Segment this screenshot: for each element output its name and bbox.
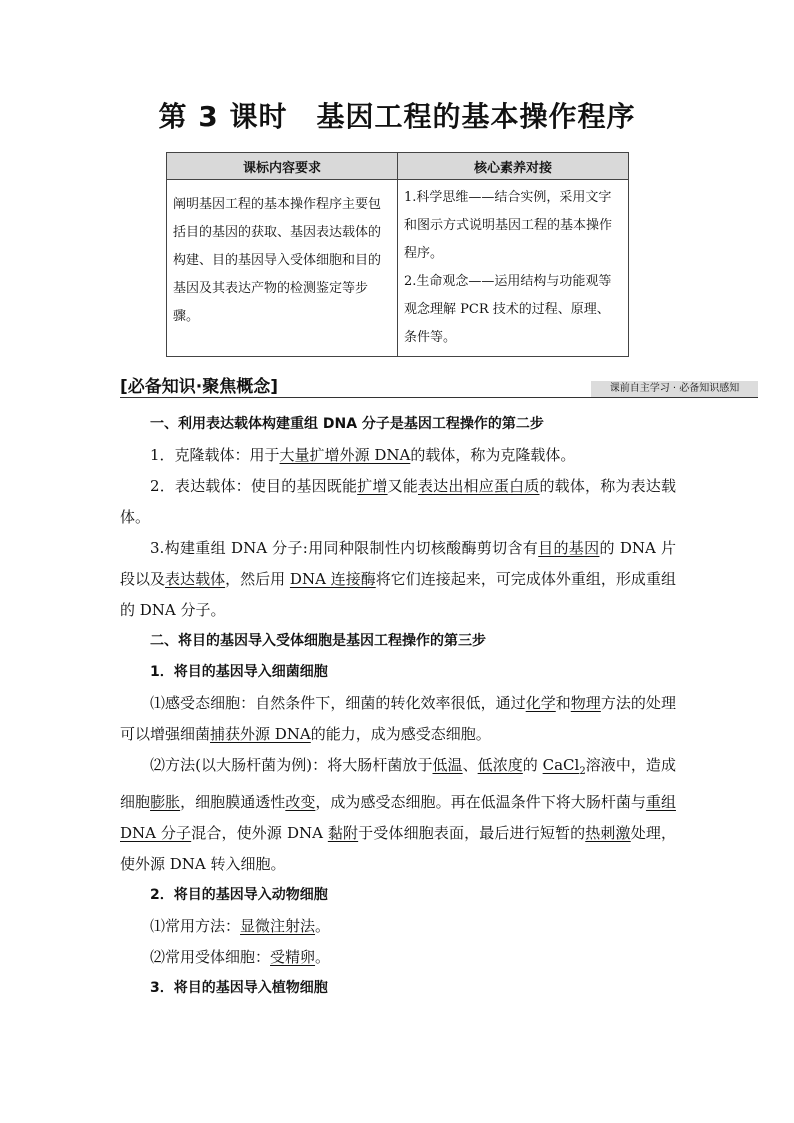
text: ⑴常用方法： [150,917,241,935]
table-row [167,180,629,357]
subheading-animal: 2．将目的基因导入动物细胞 [150,887,328,903]
text: 将它们连接起来，可完成体外重组，形成重组的 DNA 分子。 [120,570,676,619]
header-core-competencies: 核心素养对接 [398,153,629,180]
paragraph-animal-method [120,911,676,942]
text: ⑵方法(以大肠杆菌为例)：将大肠杆菌放于 [150,756,433,774]
text: 又能 [387,477,418,495]
underlined-text: 捕获外源 DNA [210,725,311,743]
text: 处理，使外源 DNA 转入细胞。 [120,824,676,873]
subheading-bacteria: 1．将目的基因导入细菌细胞 [150,664,328,680]
section-divider [120,397,758,398]
text: 。 [315,917,331,935]
text: 1．克隆载体：用于 [150,446,280,464]
paragraph-animal-recipient [120,942,676,973]
paragraph-expression-vector [120,471,676,533]
text: 的载体，称为表达载体。 [120,477,676,526]
section-tag: 课前自主学习 · 必备知识感知 [591,381,758,397]
content-body [120,409,676,1004]
underlined-text: 表达出相应蛋白质 [417,477,540,495]
underlined-text: 膨胀 [150,793,181,811]
underlined-text: DNA 连接酶 [289,570,376,588]
paragraph-recombinant-dna [120,533,676,626]
underlined-text: 化学 [525,694,556,712]
text: 溶液中，造成细胞 [120,756,676,811]
text: ，细胞膜通透性 [180,793,286,811]
paragraph-competent-cells [120,688,676,750]
text: 的 [522,756,543,774]
text: 用同种限制性内切核酸酶剪切含有 [307,539,539,557]
text: 。 [315,948,331,966]
competency-item: 1.科学思维——结合实例，采用文字和图示方式说明基因工程的基本操作程序。 [404,190,613,261]
underlined-text: 扩增 [357,477,388,495]
standards-table [166,152,629,357]
text: 混合，使外源 DNA [191,824,328,842]
text: ，成为感受态细胞。再在低温条件下将大肠杆菌与 [315,793,646,811]
text: 的载体，称为克隆载体。 [410,446,576,464]
underlined-text: 显微注射法 [240,917,316,935]
paragraph-method-ecoli [120,750,676,880]
text: ，然后用 [225,570,290,588]
header-curriculum-requirements: 课标内容要求 [167,153,398,180]
page-title: 第 3 课时 基因工程的基本操作程序 [158,100,636,133]
underlined-text: 受精卵 [270,948,316,966]
underlined-text: 黏附 [327,824,359,842]
text: CaCl [542,756,580,774]
text: 方法的处理可以增强细菌 [120,694,676,743]
heading-step-three: 二、将目的基因导入受体细胞是基因工程操作的第三步 [150,633,486,649]
underlined-text: 目的基因 [538,539,600,557]
competency-item: 2.生命观念——运用结构与功能观等观念理解 PCR 技术的过程、原理、条件等。 [404,274,612,345]
underlined-text: 低温 [432,756,463,774]
text: ⑴感受态细胞：自然条件下，细菌的转化效率很低，通过 [150,694,526,712]
text: ⑵常用受体细胞： [150,948,271,966]
cacl2-formula [542,756,586,777]
subscript: 2 [579,766,586,777]
underlined-text: 大量扩增 [279,446,340,464]
text: 、 [462,756,478,774]
underlined-text: 低浓度 [477,756,523,774]
text: 的能力，成为感受态细胞。 [310,725,491,743]
underlined-text: 改变 [285,793,316,811]
paragraph-cloning-vector [120,440,676,471]
underlined-text: 外源 DNA [339,446,411,464]
underlined-text: 热刺激 [585,824,631,842]
text: 3.构建重组 DNA 分子: [150,539,308,557]
subheading-plant: 3．将目的基因导入植物细胞 [150,980,328,996]
underlined-text: 物理 [570,694,601,712]
table-header-row [167,153,629,180]
text: 的 DNA 片段以及 [120,539,676,588]
core-competency-cell [398,180,629,357]
text: 和 [555,694,571,712]
curriculum-requirement-cell: 阐明基因工程的基本操作程序主要包括目的基因的获取、基因表达载体的构建、目的基因导入受体细胞和目的基因及其表达产物的检测鉴定等步骤。 [167,180,398,357]
text: 2．表达载体：使目的基因既能 [150,477,358,495]
underlined-text: 重组 DNA 分子 [120,793,676,842]
section-heading: [必备知识·聚焦概念] [120,377,278,397]
text: 于受体细胞表面，最后进行短暂的 [358,824,586,842]
heading-step-two: 一、利用表达载体构建重组 DNA 分子是基因工程操作的第二步 [150,416,544,432]
underlined-text: 表达载体 [165,570,226,588]
